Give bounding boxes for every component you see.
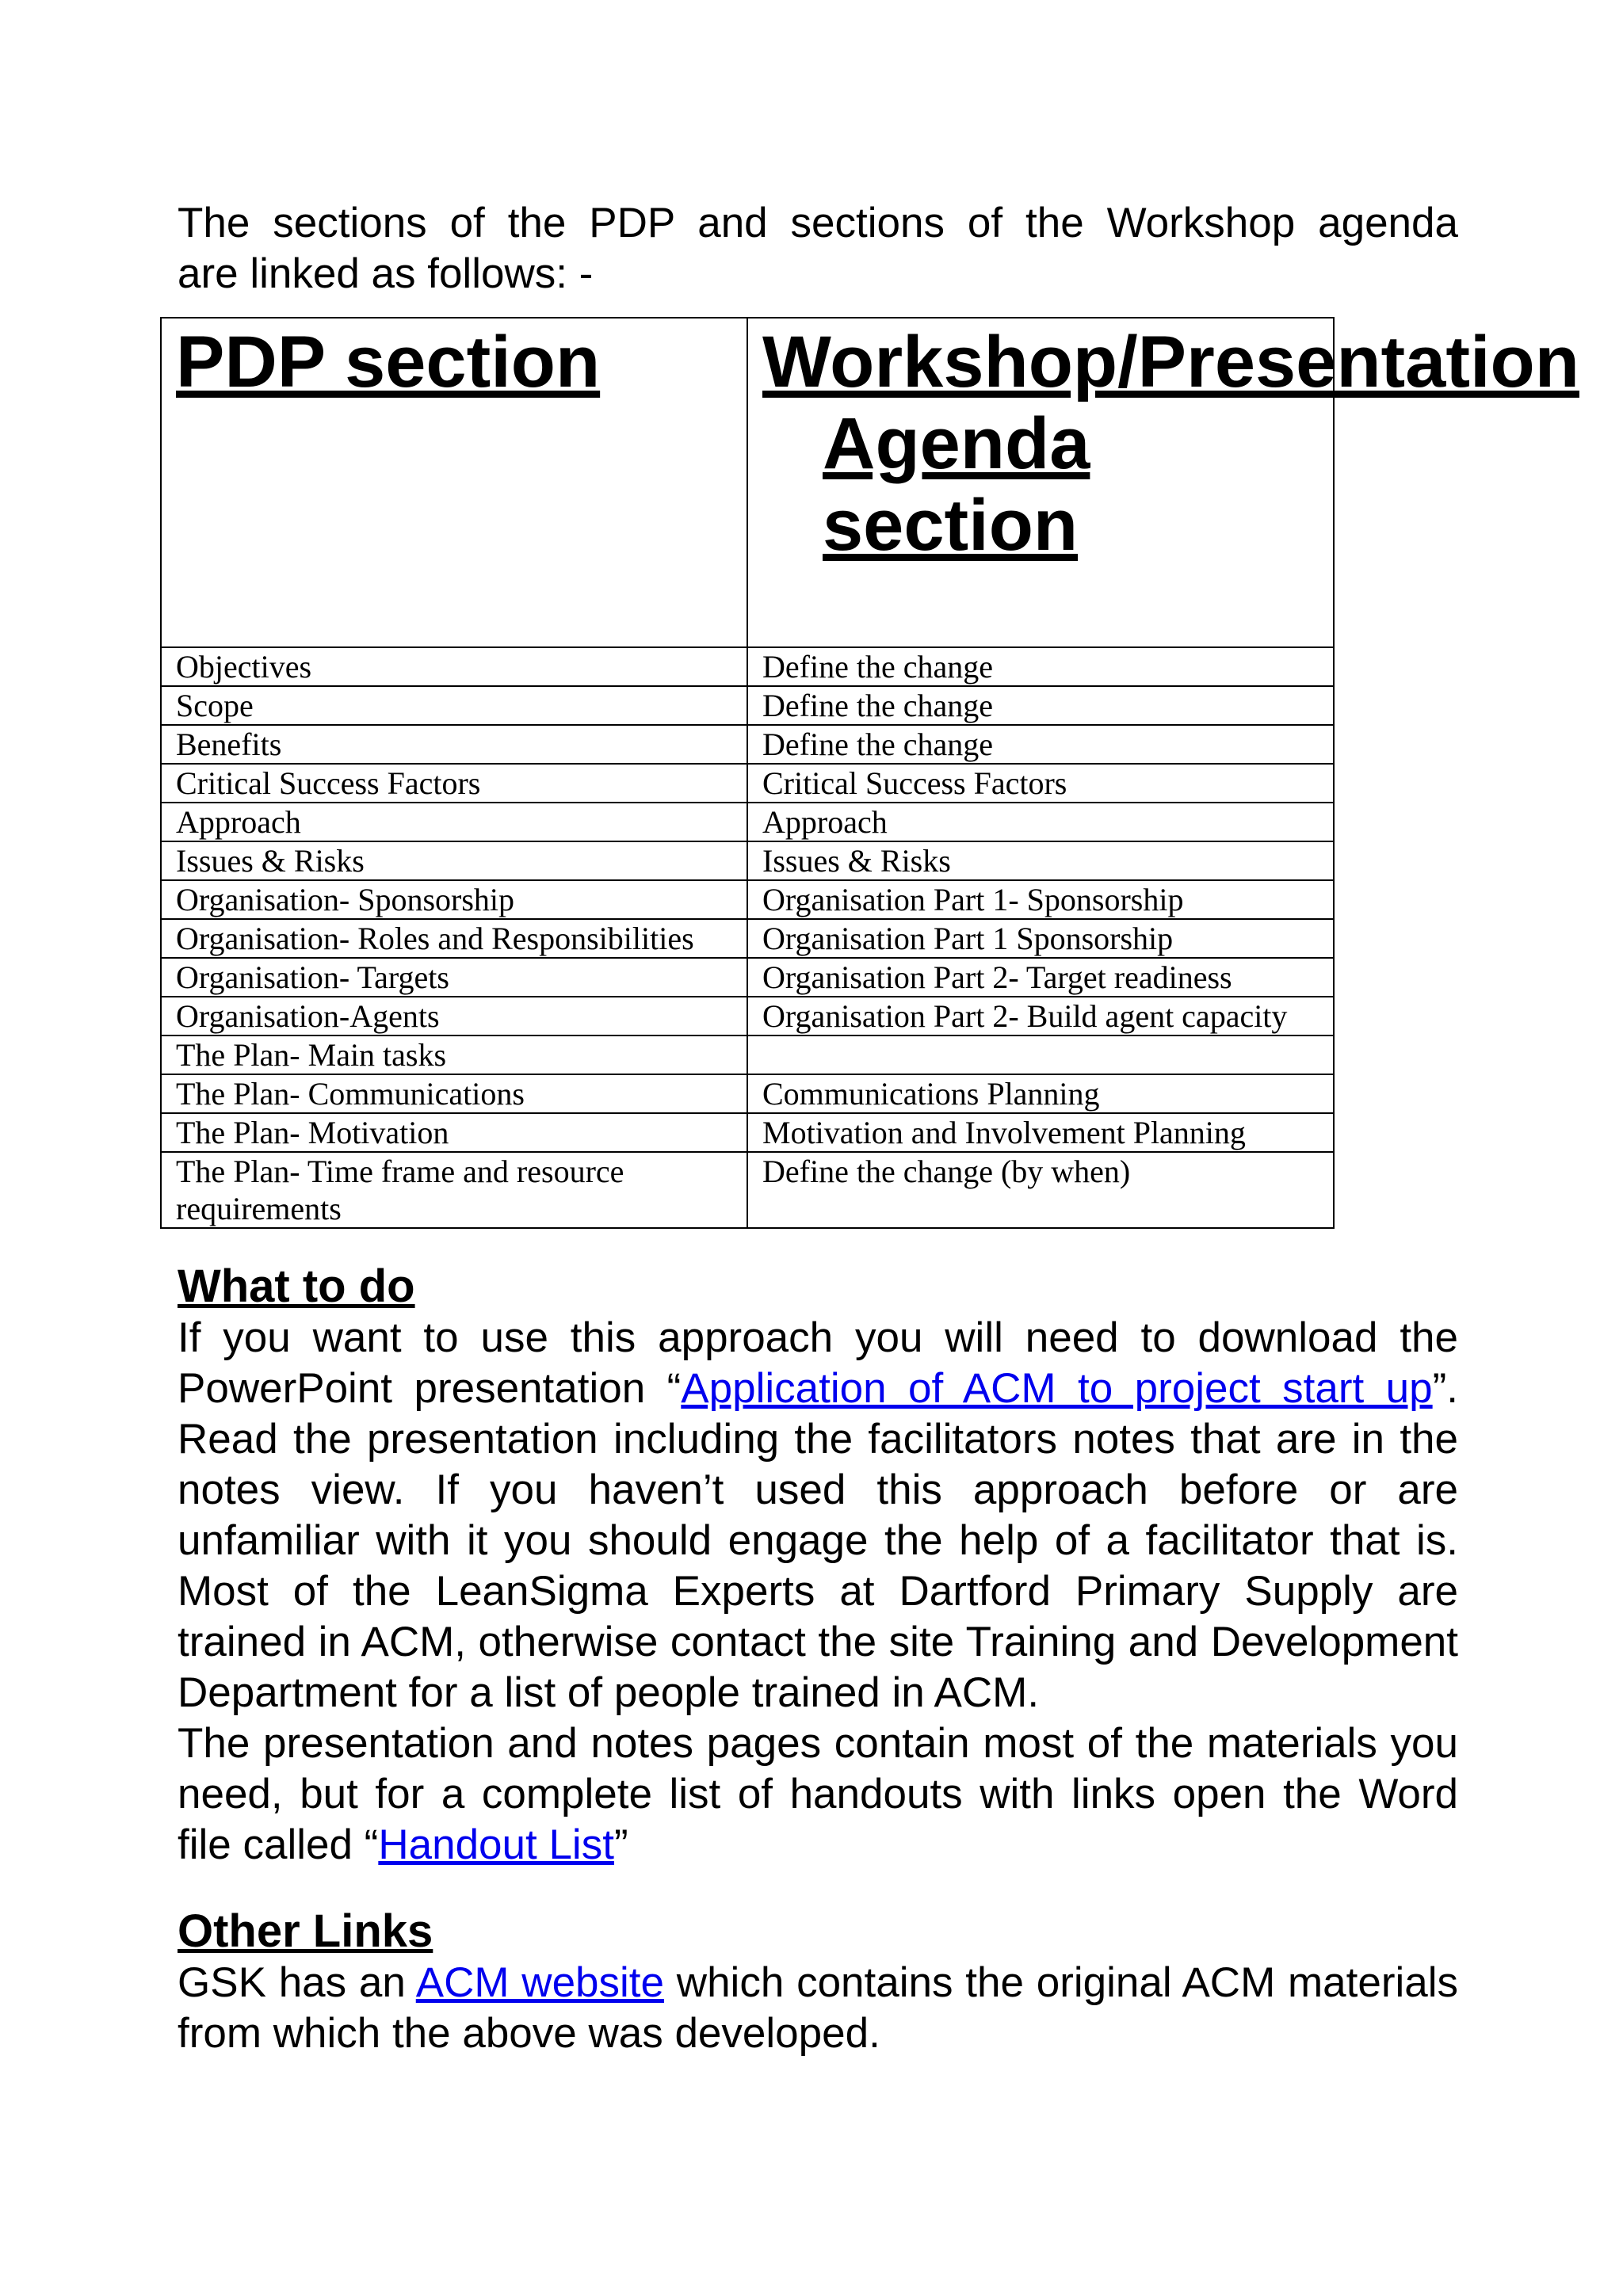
table-row (161, 725, 1334, 764)
acm-website-link[interactable]: ACM website (415, 1959, 665, 2006)
table-row (161, 1113, 1334, 1152)
header-workshop-section: Workshop/Presentation Agenda section (747, 318, 1334, 647)
agenda-section-cell: Define the change (by when) (747, 1152, 1334, 1228)
agenda-section-cell: Organisation Part 1 Sponsorship (747, 919, 1334, 958)
pdp-section-cell: Organisation- Sponsorship (161, 880, 747, 919)
pdp-section-cell: Objectives (161, 647, 747, 686)
table-row (161, 997, 1334, 1035)
pdp-section-cell: Benefits (161, 725, 747, 764)
agenda-section-cell: Communications Planning (747, 1074, 1334, 1113)
table-body (161, 647, 1334, 1228)
agenda-section-cell: Issues & Risks (747, 841, 1334, 880)
pdp-section-cell: Organisation-Agents (161, 997, 747, 1035)
pdp-section-cell: Critical Success Factors (161, 764, 747, 803)
table-row (161, 919, 1334, 958)
pdp-section-cell: Approach (161, 803, 747, 841)
what-to-do-section (178, 1313, 1458, 1871)
table-row (161, 958, 1334, 997)
pdp-section-cell: The Plan- Communications (161, 1074, 747, 1113)
table-row (161, 1074, 1334, 1113)
table-row (161, 764, 1334, 803)
table-row (161, 803, 1334, 841)
table-row (161, 1152, 1334, 1228)
intro-line-2: are linked as follows: - (178, 250, 594, 297)
table-row (161, 880, 1334, 919)
table-row (161, 686, 1334, 725)
agenda-section-cell: Define the change (747, 647, 1334, 686)
presentation-link[interactable]: Application of ACM to project start up (681, 1365, 1433, 1412)
what-to-do-heading: What to do (178, 1261, 415, 1312)
header-pdp-section: PDP section (161, 318, 747, 647)
table-row (161, 1035, 1334, 1074)
agenda-section-cell: Approach (747, 803, 1334, 841)
agenda-section-cell (747, 1035, 1334, 1074)
other-links-heading: Other Links (178, 1905, 433, 1957)
pdp-section-cell: Organisation- Roles and Responsibilities (161, 919, 747, 958)
table-header-row (161, 318, 1334, 647)
pdp-section-cell: Issues & Risks (161, 841, 747, 880)
agenda-section-cell: Define the change (747, 725, 1334, 764)
document-page (176, 198, 1579, 2059)
pdp-section-cell: The Plan- Motivation (161, 1113, 747, 1152)
other-links-section (178, 1958, 1458, 2059)
agenda-section-cell: Organisation Part 2- Target readiness (747, 958, 1334, 997)
agenda-section-cell: Organisation Part 1- Sponsorship (747, 880, 1334, 919)
what-to-do-paragraph-1: If you want to use this approach you will need to download the PowerPoint presentation “Application of ACM to project start up”. Read the presentation including the facilitators notes that are in the notes view. If you haven’t used this approach before or are unfamiliar with it you should engage the help of a facilitator that is. Most of the LeanSigma Experts at Dartford Primary Supply are trained in ACM, otherwise contact the site Training and Development Department for a list of people trained in ACM. (178, 1314, 1458, 1716)
pdp-section-cell: The Plan- Main tasks (161, 1035, 747, 1074)
pdp-section-cell: Organisation- Targets (161, 958, 747, 997)
agenda-section-cell: Define the change (747, 686, 1334, 725)
pdp-section-cell: Scope (161, 686, 747, 725)
agenda-section-cell: Critical Success Factors (747, 764, 1334, 803)
agenda-section-cell: Motivation and Involvement Planning (747, 1113, 1334, 1152)
agenda-section-cell: Organisation Part 2- Build agent capacity (747, 997, 1334, 1035)
handout-list-link[interactable]: Handout List (378, 1821, 614, 1868)
intro-line-1: The sections of the PDP and sections of the Workshop agenda (178, 200, 1458, 246)
pdp-section-cell: The Plan- Time frame and resource requirements (161, 1152, 747, 1228)
intro-paragraph (178, 198, 1458, 299)
what-to-do-paragraph-2: The presentation and notes pages contain most of the materials you need, but for a complete list of handouts with links open the Word file called “Handout List” (178, 1720, 1458, 1868)
section-mapping-table (160, 317, 1579, 1229)
table-row (161, 647, 1334, 686)
table-row (161, 841, 1334, 880)
other-links-paragraph: GSK has an ACM website which contains the original ACM materials from which the above was developed. (178, 1959, 1458, 2057)
